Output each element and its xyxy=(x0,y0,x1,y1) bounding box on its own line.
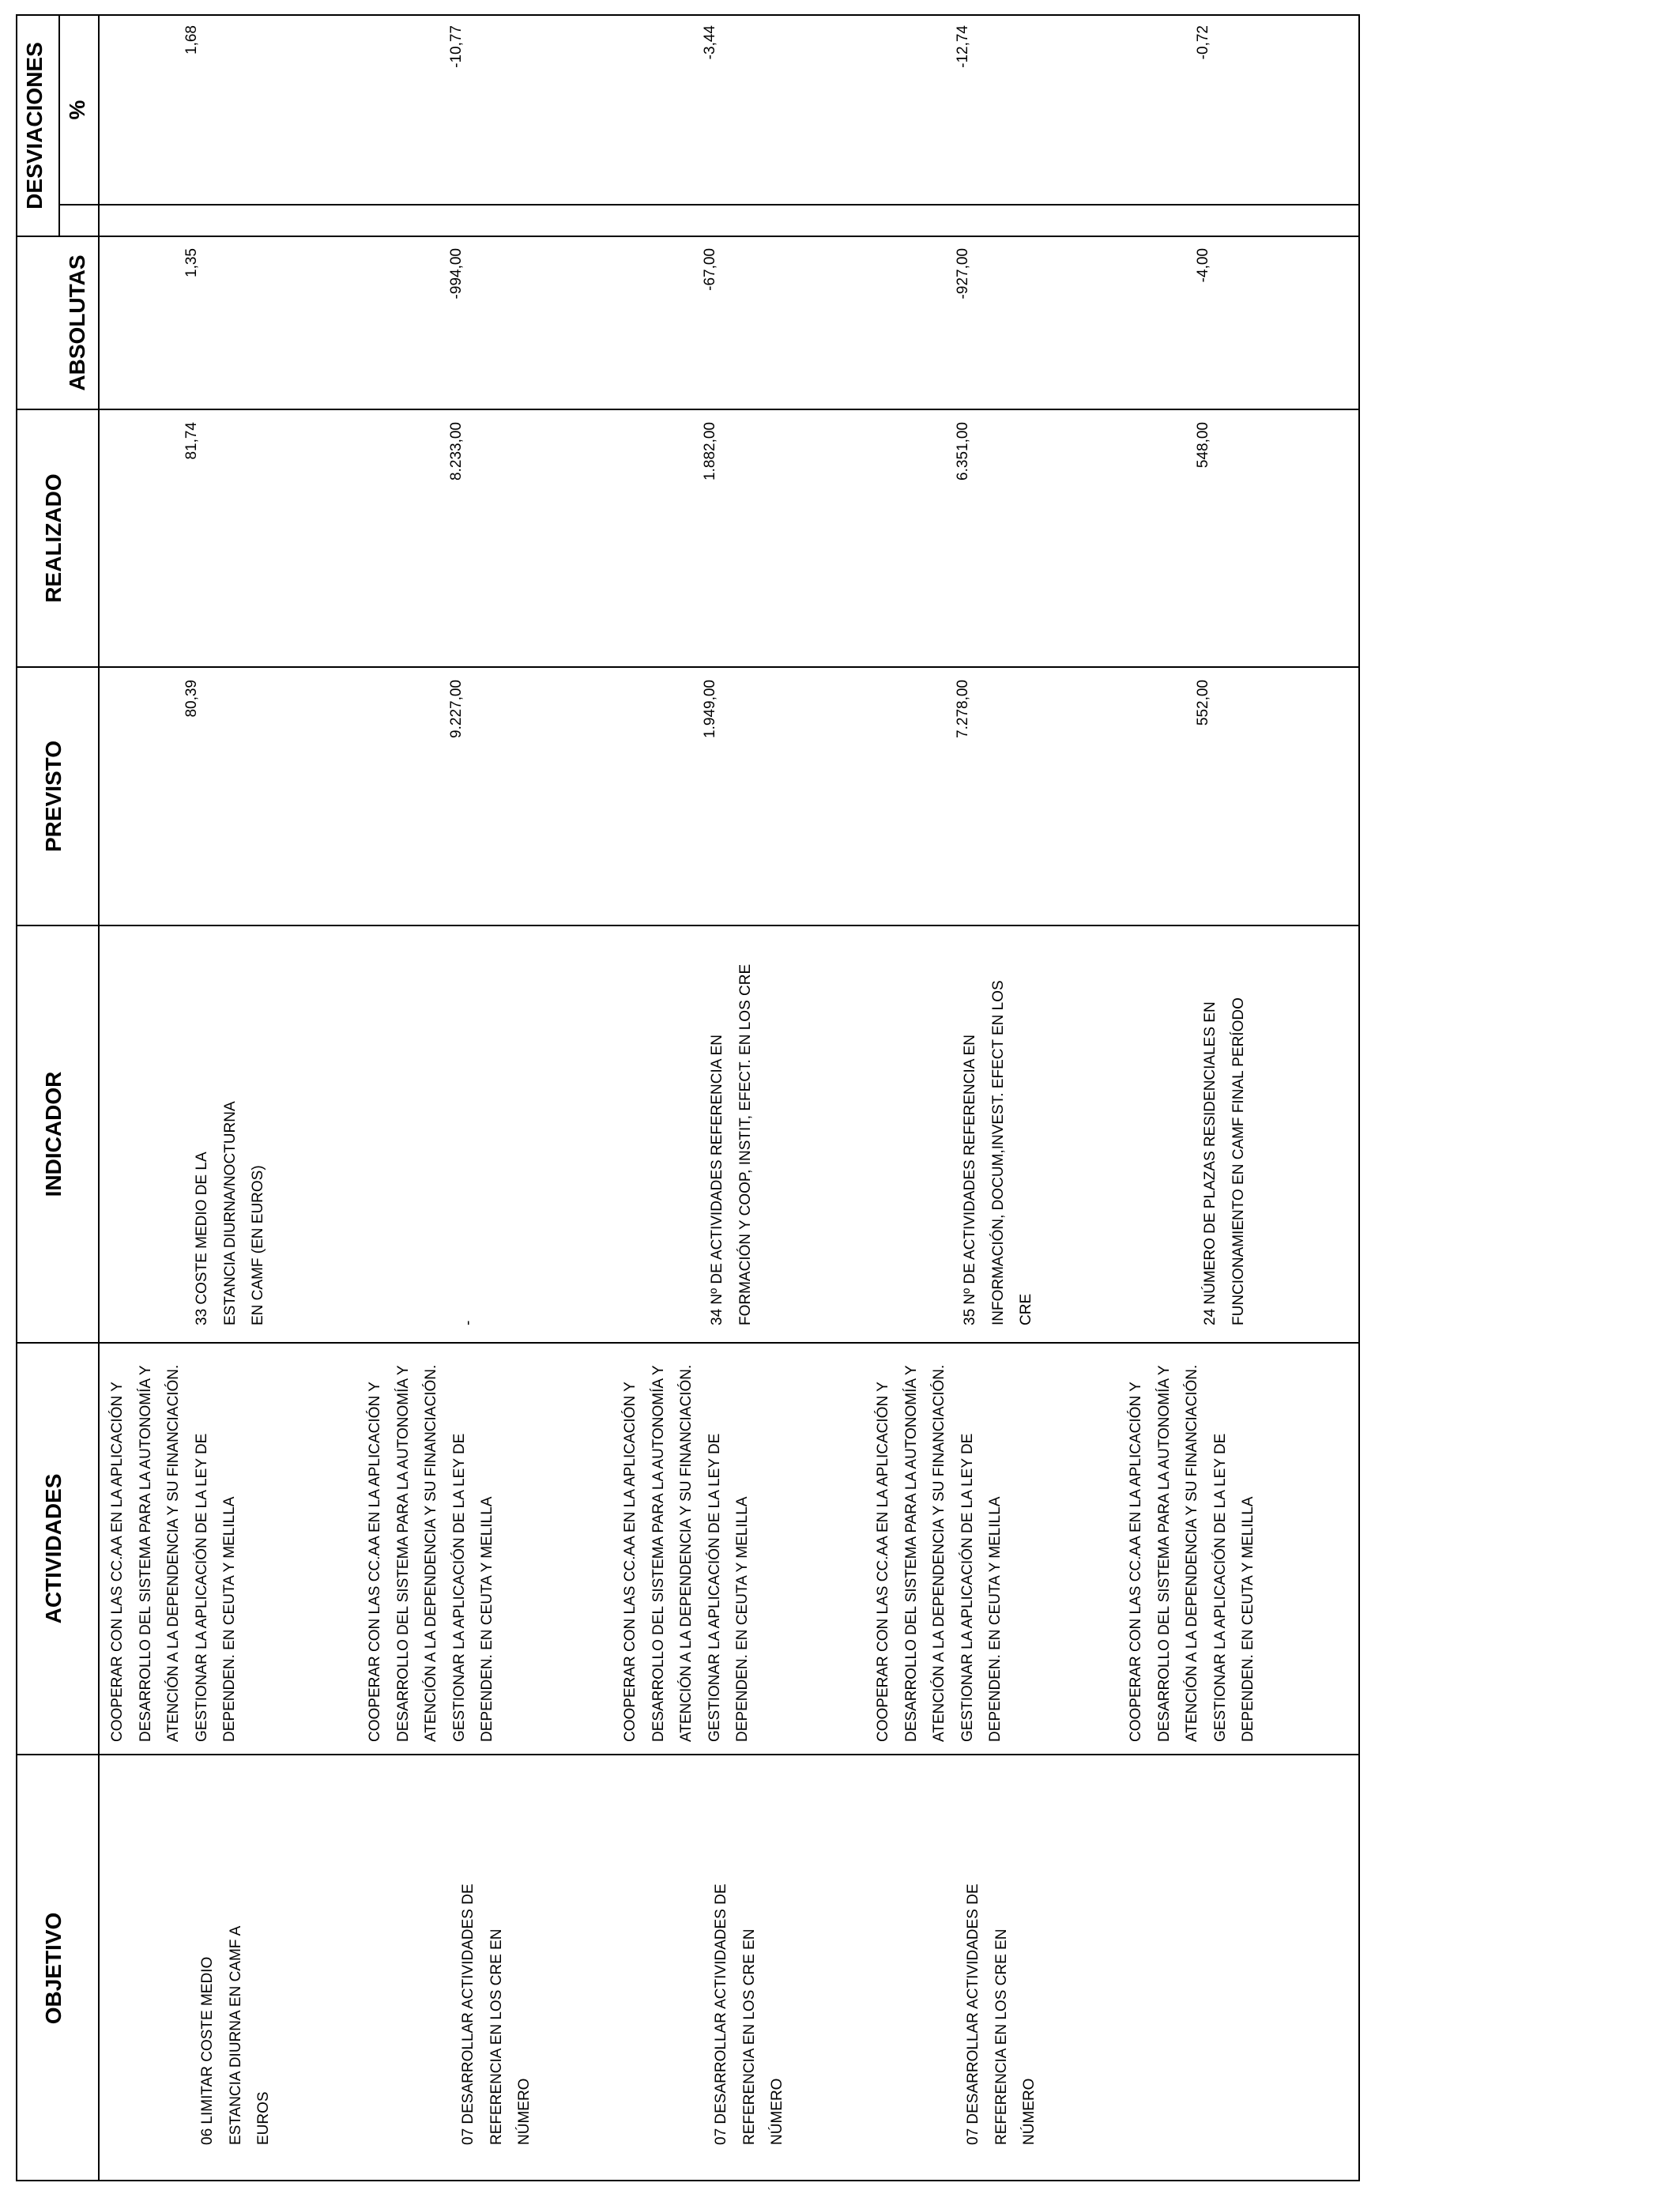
row2-realizado: 8.233,00 xyxy=(448,422,465,481)
row2-porcentaje: -10,77 xyxy=(448,25,465,68)
row1-absolutas: 1,35 xyxy=(183,248,200,277)
row3-objetivo: 07 DESARROLLAR ACTIVIDADES DE REFERENCIA EN LOS CRE EN NÚMERO xyxy=(713,1883,785,2145)
header-previsto: PREVISTO xyxy=(41,740,66,853)
row1-objetivo: 06 LIMITAR COSTE MEDIO ESTANCIA DIURNA EN CAMF A EUROS xyxy=(199,1926,272,2145)
col-divider-actividades xyxy=(16,1342,1360,1344)
table-border-top xyxy=(16,14,17,2181)
row4-porcentaje: -12,74 xyxy=(955,25,971,68)
col-divider-realizado xyxy=(16,409,1360,410)
row4-indicador: 35 Nº DE ACTIVIDADES REFERENCIA EN INFORMACIÓN, DOCUM,INVEST. EFECT EN LOS CRE xyxy=(962,980,1034,1325)
row2-actividades: COOPERAR CON LAS CC.AA EN LA APLICACIÓN Y DESARROLLO DEL SISTEMA PARA LA AUTONOMÍA Y ATENCIÓN A LA DEPENDENCIA Y SU FINANCIACIÓN. GESTIONAR LA APLICACIÓN DE LA LEY DE DEPENDEN. EN CEUTA Y MELILLA xyxy=(367,1364,495,1742)
row4-previsto: 7.278,00 xyxy=(955,680,971,738)
row2-indicador: - xyxy=(460,1320,477,1325)
col-divider-absolutas xyxy=(58,204,1360,205)
row5-absolutas: -4,00 xyxy=(1195,248,1211,283)
row4-absolutas: -927,00 xyxy=(955,248,971,300)
row5-porcentaje: -0,72 xyxy=(1195,25,1211,60)
row1-porcentaje: 1,68 xyxy=(183,25,200,55)
row5-actividades: COOPERAR CON LAS CC.AA EN LA APLICACIÓN Y DESARROLLO DEL SISTEMA PARA LA AUTONOMÍA Y ATENCIÓN A LA DEPENDENCIA Y SU FINANCIACIÓN. GESTIONAR LA APLICACIÓN DE LA LEY DE DEPENDEN. EN CEUTA Y MELILLA xyxy=(1128,1364,1256,1742)
header-divider xyxy=(98,14,100,2181)
table-border-right xyxy=(16,14,1360,16)
row4-actividades: COOPERAR CON LAS CC.AA EN LA APLICACIÓN Y DESARROLLO DEL SISTEMA PARA LA AUTONOMÍA Y ATENCIÓN A LA DEPENDENCIA Y SU FINANCIACIÓN. GESTIONAR LA APLICACIÓN DE LA LEY DE DEPENDEN. EN CEUTA Y MELILLA xyxy=(875,1364,1004,1742)
table-border-bottom xyxy=(1358,14,1360,2181)
col-divider-previsto xyxy=(16,666,1360,668)
row2-previsto: 9.227,00 xyxy=(448,680,465,738)
row3-previsto: 1.949,00 xyxy=(702,680,718,738)
row3-absolutas: -67,00 xyxy=(702,248,718,291)
row2-objetivo: 07 DESARROLLAR ACTIVIDADES DE REFERENCIA EN LOS CRE EN NÚMERO xyxy=(460,1883,533,2145)
header-desviaciones: DESVIACIONES xyxy=(22,42,47,209)
header-objetivo: OBJETIVO xyxy=(41,1912,66,2025)
header-porcentaje: % xyxy=(65,100,89,120)
row5-previsto: 552,00 xyxy=(1195,680,1211,726)
row4-realizado: 6.351,00 xyxy=(955,422,971,481)
row3-porcentaje: -3,44 xyxy=(702,25,718,60)
row5-indicador: 24 NÚMERO DE PLAZAS RESIDENCIALES EN FUNCIONAMIENTO EN CAMF FINAL PERÍODO xyxy=(1202,997,1247,1325)
col-divider-desviaciones xyxy=(16,236,1360,237)
row1-indicador: 33 COSTE MEDIO DE LA ESTANCIA DIURNA/NOCTURNA EN CAMF (EN EUROS) xyxy=(194,1102,266,1325)
header-indicador: INDICADOR xyxy=(41,1071,66,1197)
row3-actividades: COOPERAR CON LAS CC.AA EN LA APLICACIÓN Y DESARROLLO DEL SISTEMA PARA LA AUTONOMÍA Y ATENCIÓN A LA DEPENDENCIA Y SU FINANCIACIÓN. GESTIONAR LA APLICACIÓN DE LA LEY DE DEPENDEN. EN CEUTA Y MELILLA xyxy=(622,1364,751,1742)
table-border-left xyxy=(16,2180,1360,2181)
col-divider-indicador xyxy=(16,925,1360,926)
row5-realizado: 548,00 xyxy=(1195,422,1211,469)
row1-previsto: 80,39 xyxy=(183,680,200,718)
row4-objetivo: 07 DESARROLLAR ACTIVIDADES DE REFERENCIA EN LOS CRE EN NÚMERO xyxy=(965,1883,1038,2145)
row1-actividades: COOPERAR CON LAS CC.AA EN LA APLICACIÓN Y DESARROLLO DEL SISTEMA PARA LA AUTONOMÍA Y ATENCIÓN A LA DEPENDENCIA Y SU FINANCIACIÓN. GESTIONAR LA APLICACIÓN DE LA LEY DE DEPENDEN. EN CEUTA Y MELILLA xyxy=(109,1364,238,1742)
row3-indicador: 34 Nº DE ACTIVIDADES REFERENCIA EN FORMACIÓN Y COOP, INSTIT, EFECT. EN LOS CRE xyxy=(709,963,754,1325)
row2-absolutas: -994,00 xyxy=(448,248,465,300)
col-divider-objetivo xyxy=(16,1754,1360,1755)
header-realizado: REALIZADO xyxy=(41,473,66,603)
row3-realizado: 1.882,00 xyxy=(702,422,718,481)
header-absolutas: ABSOLUTAS xyxy=(65,254,89,391)
row1-realizado: 81,74 xyxy=(183,422,200,460)
header-actividades: ACTIVIDADES xyxy=(41,1473,66,1624)
